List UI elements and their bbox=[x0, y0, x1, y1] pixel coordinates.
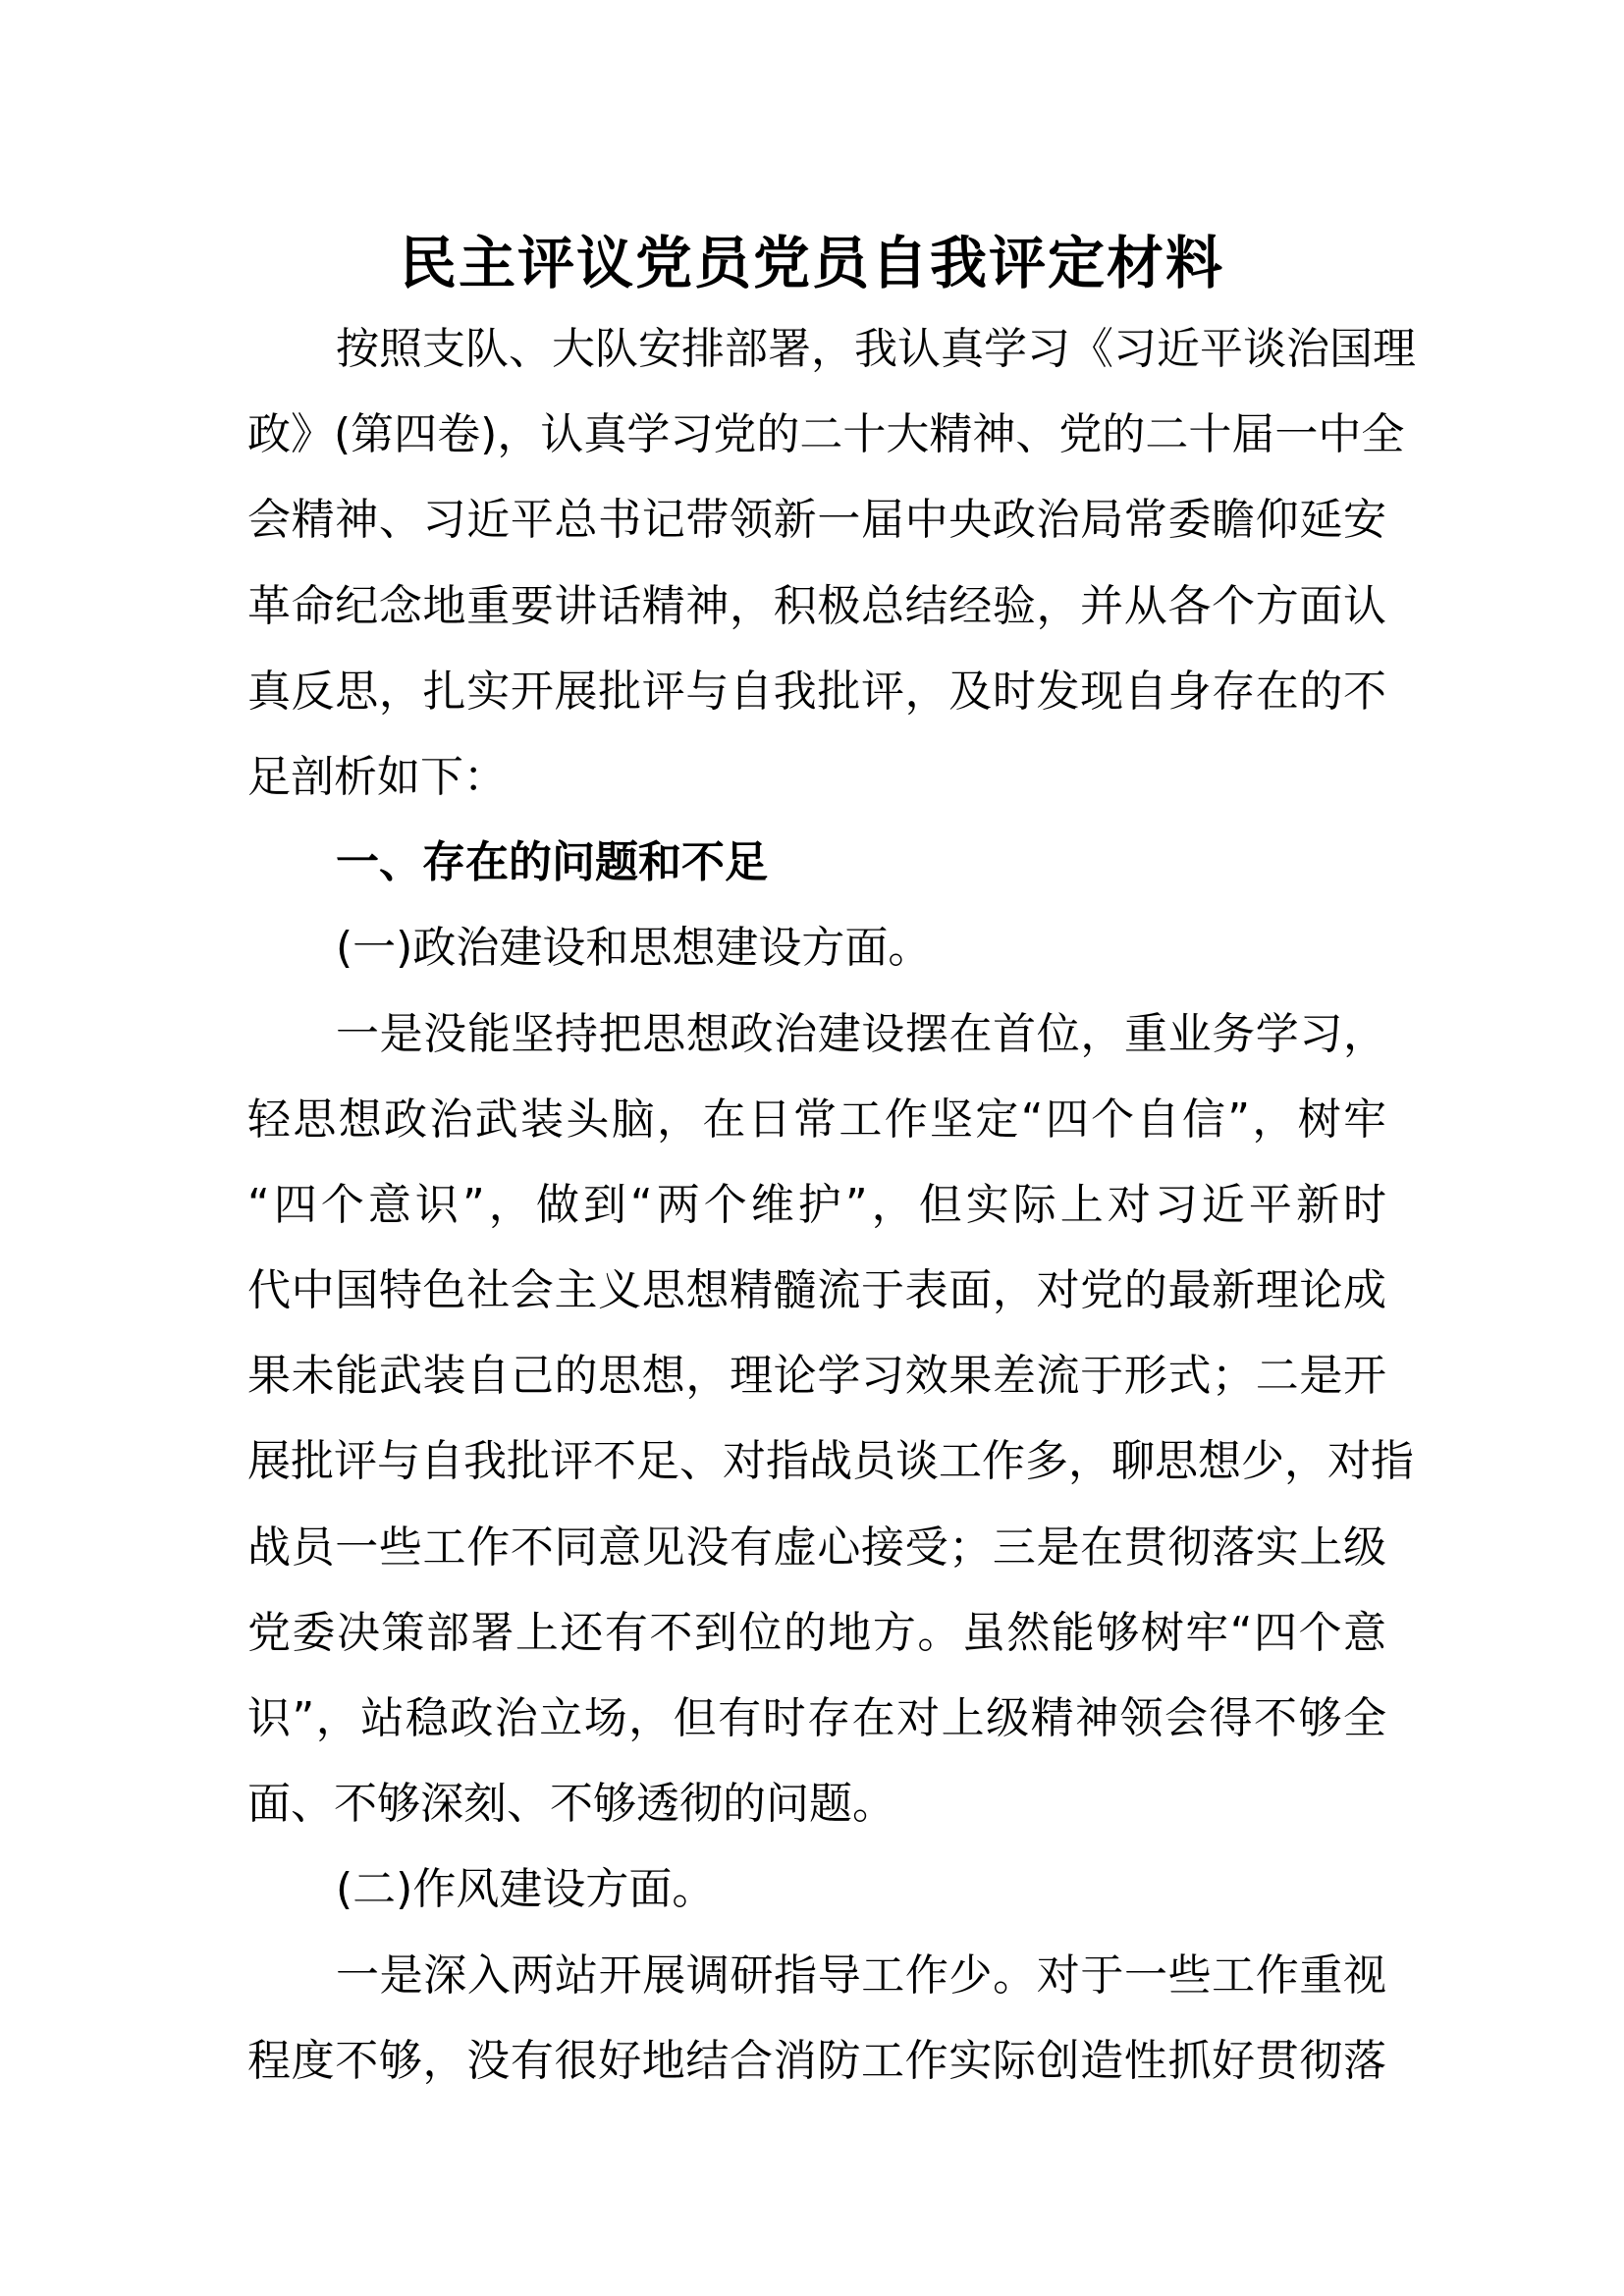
text-line: 会精神、习近平总书记带领新一届中央政治局常委瞻仰延安 bbox=[247, 495, 1386, 546]
document-title: 民主评议党员党员自我评定材料 bbox=[399, 230, 1224, 296]
text-line: 代中国特色社会主义思想精髓流于表面，对党的最新理论成 bbox=[247, 1265, 1386, 1316]
text-line: 政》(第四卷)，认真学习党的二十大精神、党的二十届一中全 bbox=[247, 409, 1405, 460]
text-line: 识”，站稳政治立场，但有时存在对上级精神领会得不够全 bbox=[247, 1693, 1386, 1743]
text-line: 展批评与自我批评不足、对指战员谈工作多，聊思想少，对指 bbox=[247, 1436, 1414, 1487]
document-body bbox=[247, 306, 1416, 2104]
text-line: 一是深入两站开展调研指导工作少。对于一些工作重视 bbox=[336, 1949, 1386, 2001]
text-line: 果未能武装自己的思想，理论学习效果差流于形式；二是开 bbox=[247, 1351, 1386, 1402]
text-line: 轻思想政治武装头脑，在日常工作坚定“四个自信”，树牢 bbox=[247, 1094, 1386, 1145]
text-line: 革命纪念地重要讲话精神，积极总结经验，并从各个方面认 bbox=[247, 580, 1386, 631]
text-line: “四个意识”，做到“两个维护”，但实际上对习近平新时 bbox=[247, 1179, 1386, 1230]
section-heading: 一、存在的问题和不足 bbox=[336, 837, 768, 888]
text-line: 足剖析如下： bbox=[247, 751, 507, 802]
text-line: 一是没能坚持把思想政治建设摆在首位，重业务学习， bbox=[336, 1008, 1386, 1059]
text-line: 程度不够，没有很好地结合消防工作实际创造性抓好贯彻落 bbox=[247, 2035, 1386, 2086]
text-line: 党委决策部署上还有不到位的地方。虽然能够树牢“四个意 bbox=[247, 1607, 1386, 1658]
text-line: (二)作风建设方面。 bbox=[336, 1864, 716, 1915]
text-line: 面、不够深刻、不够透彻的问题。 bbox=[247, 1779, 895, 1830]
text-line: 按照支队、大队安排部署，我认真学习《习近平谈治国理 bbox=[336, 324, 1416, 374]
text-line: 真反思，扎实开展批评与自我批评，及时发现自身存在的不 bbox=[247, 666, 1386, 717]
text-line: (一)政治建设和思想建设方面。 bbox=[336, 923, 932, 974]
text-line: 战员一些工作不同意见没有虚心接受；三是在贯彻落实上级 bbox=[247, 1522, 1386, 1573]
